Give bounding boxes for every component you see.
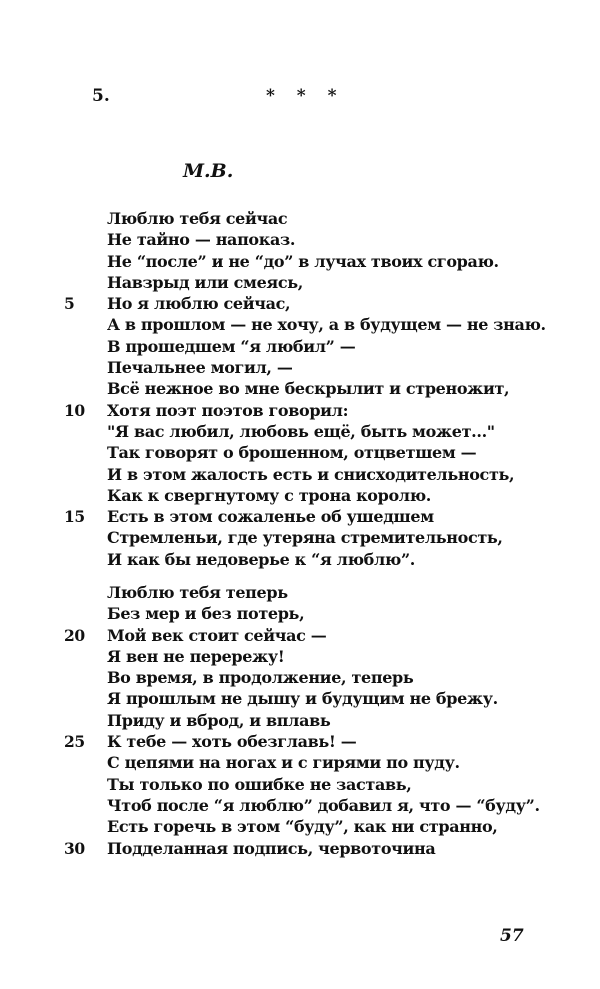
poem-line (0, 731, 600, 752)
page-number: 57 (500, 926, 524, 946)
poem-line (0, 795, 600, 816)
line-text: Но я люблю сейчас, (107, 294, 291, 314)
poem-line (0, 506, 600, 527)
poem-line (0, 400, 600, 421)
line-text: Всё нежное во мне бескрылит и стреножит, (107, 379, 510, 399)
line-text: Как к свергнутому с трона королю. (107, 485, 431, 505)
line-text: Ты только по ошибке не заставь, (107, 774, 412, 794)
line-text: И как бы недоверье к “я люблю”. (107, 549, 416, 569)
ornament-asterisks: * * * (266, 86, 345, 106)
poem-line (0, 336, 600, 357)
line-text: Хотя поэт поэтов говорил: (107, 400, 349, 420)
line-text: "Я вас любил, любовь ещё, быть может..." (107, 421, 495, 441)
line-text: Без мер и без потерь, (107, 604, 305, 624)
poem-line (0, 229, 600, 250)
line-number: 30 (64, 838, 85, 858)
poem-line (0, 816, 600, 837)
line-text: Есть горечь в этом “буду”, как ни странно, (107, 817, 498, 837)
line-text: Есть в этом сожаленье об ушедшем (107, 507, 434, 527)
line-text: В прошедшем “я любил” — (107, 336, 356, 356)
line-text: А в прошлом — не хочу, а в будущем — не знаю. (107, 315, 546, 335)
line-text: Так говорят о брошенном, отцветшем — (107, 443, 477, 463)
line-text: Во время, в продолжение, теперь (107, 668, 414, 688)
poem-line (0, 688, 600, 709)
poem-line (0, 314, 600, 335)
poem-line (0, 582, 600, 603)
poem-line (0, 272, 600, 293)
poem-line (0, 378, 600, 399)
poem-line (0, 549, 600, 570)
line-text: Мой век стоит сейчас — (107, 625, 327, 645)
line-text: Чтоб после “я люблю” добавил я, что — “буду”. (107, 795, 540, 815)
line-text: Навзрыд или смеясь, (107, 272, 304, 292)
poem-line (0, 527, 600, 548)
line-text: Приду и вброд, и вплавь (107, 710, 331, 730)
poem-line (0, 774, 600, 795)
poem-line (0, 485, 600, 506)
line-number: 25 (64, 732, 85, 752)
line-text: Печальнее могил, — (107, 358, 293, 378)
line-text: С цепями на ногах и с гирями по пуду. (107, 753, 460, 773)
line-number: 20 (64, 625, 85, 645)
poem-line (0, 251, 600, 272)
poem-line (0, 421, 600, 442)
line-text: Стремленьи, где утеряна стремительность, (107, 528, 503, 548)
poem-line (0, 625, 600, 646)
poem-line (0, 710, 600, 731)
line-text: Подделанная подпись, червоточина (107, 838, 436, 858)
poem-line (0, 646, 600, 667)
stanza-1 (0, 208, 600, 570)
line-text: Я прошлым не дышу и будущим не брежу. (107, 689, 498, 709)
poem-line (0, 838, 600, 859)
line-text: Люблю тебя сейчас (107, 209, 288, 228)
poem-line (0, 667, 600, 688)
line-text: Я вен не перережу! (107, 646, 285, 666)
line-text: Люблю тебя теперь (107, 583, 288, 602)
dedication: М.В. (183, 160, 234, 182)
poem-line (0, 603, 600, 624)
poem-line (0, 442, 600, 463)
poem-line (0, 293, 600, 314)
stanza-2 (0, 582, 600, 859)
line-text: И в этом жалость есть и снисходительность, (107, 464, 515, 484)
line-number: 5 (64, 294, 75, 314)
poem-line (0, 208, 600, 229)
poem-line (0, 357, 600, 378)
line-text: К тебе — хоть обезглавь! — (107, 732, 357, 752)
line-number: 10 (64, 400, 85, 420)
line-text: Не “после” и не “до” в лучах твоих сгораю. (107, 251, 499, 271)
line-number: 15 (64, 507, 85, 527)
poem-line (0, 464, 600, 485)
section-number: 5. (92, 86, 110, 106)
poem-line (0, 752, 600, 773)
line-text: Не тайно — напоказ. (107, 230, 296, 250)
